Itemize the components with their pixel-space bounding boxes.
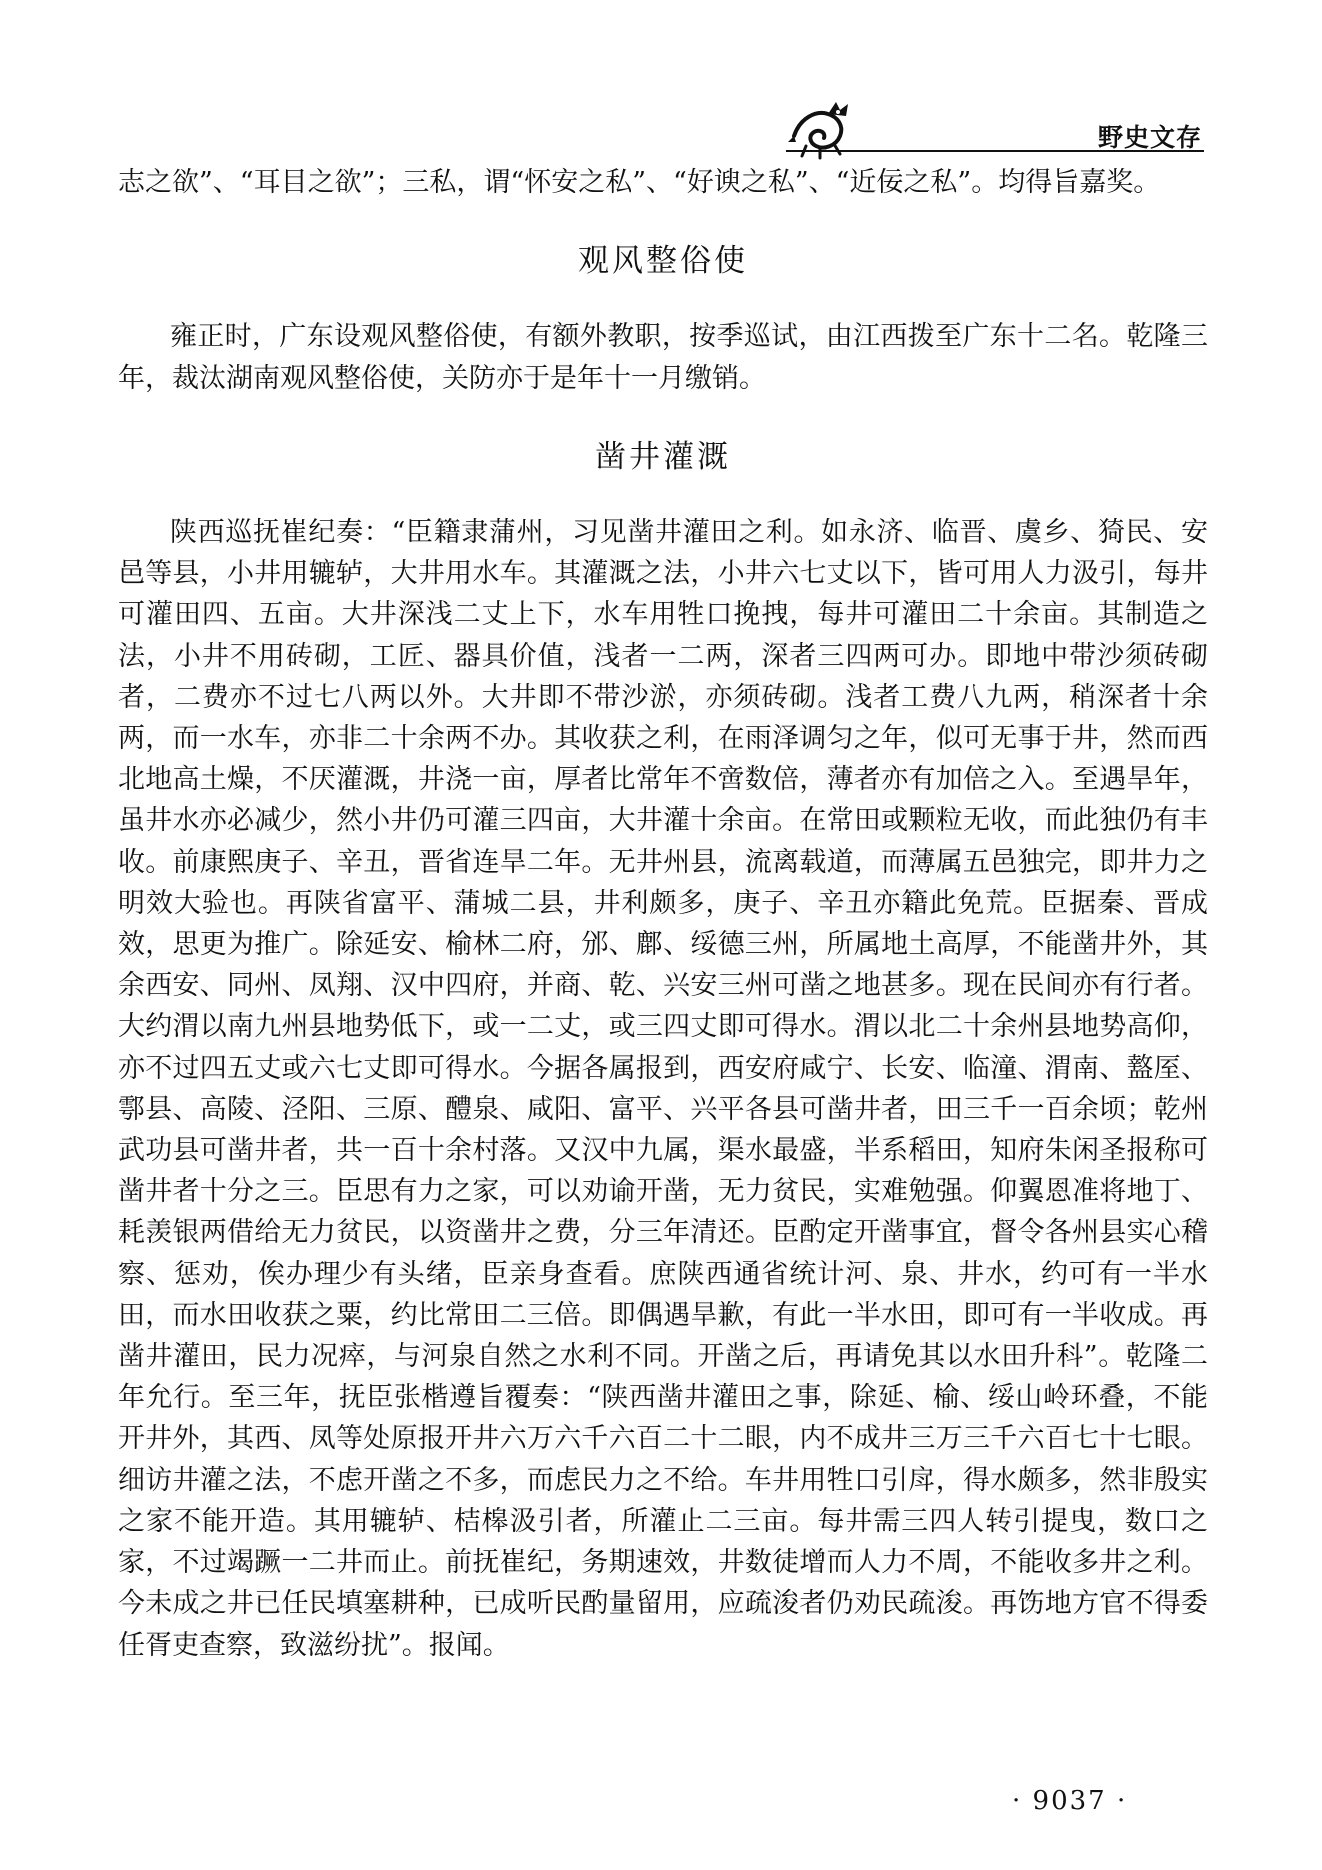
continuation-paragraph: 志之欲”、“耳目之欲”；三私，谓“怀安之私”、“好谀之私”、“近佞之私”。均得旨嘉奖。	[118, 167, 1161, 198]
book-title: 野史文存	[1097, 123, 1202, 152]
page-body	[118, 162, 1208, 1666]
section-paragraph-well-irrigation: 陕西巡抚崔纪奏：“臣籍隶蒲州，习见凿井灌田之利。如永济、临晋、虞乡、猗民、安邑等县，小井用辘轳，大井用水车。其灌溉之法，小井六七丈以下，皆可用人力汲引，每井可灌田四、五亩。大井深浅二丈上下，水车用牲口挽拽，每井可灌田二十余亩。其制造之法，小井不用砖砌，工匠、器具价值，浅者一二两，深者三四两可办。即地中带沙须砖砌者，二费亦不过七八两以外。大井即不带沙淤，亦须砖砌。浅者工费八九两，稍深者十余两，而一水车，亦非二十余两不办。其收获之利，在雨泽调匀之年，似可无事于井，然而西北地高土燥，不厌灌溉，井浇一亩，厚者比常年不啻数倍，薄者亦有加倍之入。至遇旱年，虽井水亦必减少，然小井仍可灌三四亩，大井灌十余亩。在常田或颗粒无收，而此独仍有丰收。前康熙庚子、辛丑，晋省连旱二年。无井州县，流离载道，而薄属五邑独完，即井力之明效大验也。再陕省富平、蒲城二县，井利颇多，庚子、辛丑亦籍此免荒。臣据秦、晋成效，思更为推广。除延安、榆林二府，邠、鄜、绥德三州，所属地土高厚，不能凿井外，其余西安、同州、凤翔、汉中四府，并商、乾、兴安三州可凿之地甚多。现在民间亦有行者。大约渭以南九州县地势低下，或一二丈，或三四丈即可得水。渭以北二十余州县地势高仰，亦不过四五丈或六七丈即可得水。今据各属报到，西安府咸宁、长安、临潼、渭南、盩厔、鄠县、高陵、泾阳、三原、醴泉、咸阳、富平、兴平各县可凿井者，田三千一百余顷；乾州武功县可凿井者，共一百十余村落。又汉中九属，渠水最盛，半系稻田，知府朱闲圣报称可凿井者十分之三。臣思有力之家，可以劝谕开凿，无力贫民，实难勉强。仰翼恩准将地丁、耗羡银两借给无力贫民，以资凿井之费，分三年清还。臣酌定开凿事宜，督令各州县实心稽察、惩劝，俟办理少有头绪，臣亲身查看。庶陕西通省统计河、泉、井水，约可有一半水田，而水田收获之粟，约比常田二三倍。即偶遇旱歉，有此一半水田，即可有一半收成。再凿井灌田，民力况瘁，与河泉自然之水利不同。开凿之后，再请免其以水田升科”。乾隆二年允行。至三年，抚臣张楷遵旨覆奏：“陕西凿井灌田之事，除延、榆、绥山岭环叠，不能开井外，其西、凤等处原报开井六万六千六百二十二眼，内不成井三万三千六百七十七眼。细访井灌之法，不虑开凿之不多，而虑民力之不给。车井用牲口引戽，得水颇多，然非殷实之家不能开造。其用辘轳、桔槔汲引者，所灌止二三亩。每井需三四人转引提曳，数口之家，不过竭蹶一二井而止。前抚崔纪，务期速效，井数徒增而人力不周，不能收多井之利。今未成之井已任民填塞耕种，已成听民酌量留用，应疏浚者仍劝民疏浚。再饬地方官不得委任胥吏查察，致滋纷扰”。报闻。	[118, 517, 1208, 1661]
header-divider	[786, 150, 1204, 152]
section-title-well-irrigation: 凿井灌溉	[595, 438, 731, 475]
section-title-guanfeng: 观风整俗使	[578, 243, 748, 280]
page-number: · 9037 ·	[1012, 1786, 1128, 1816]
section-paragraph-guanfeng: 雍正时，广东设观风整俗使，有额外教职，按季巡试，由江西拨至广东十二名。乾隆三年，裁汰湖南观风整俗使，关防亦于是年十一月缴销。	[118, 321, 1208, 394]
